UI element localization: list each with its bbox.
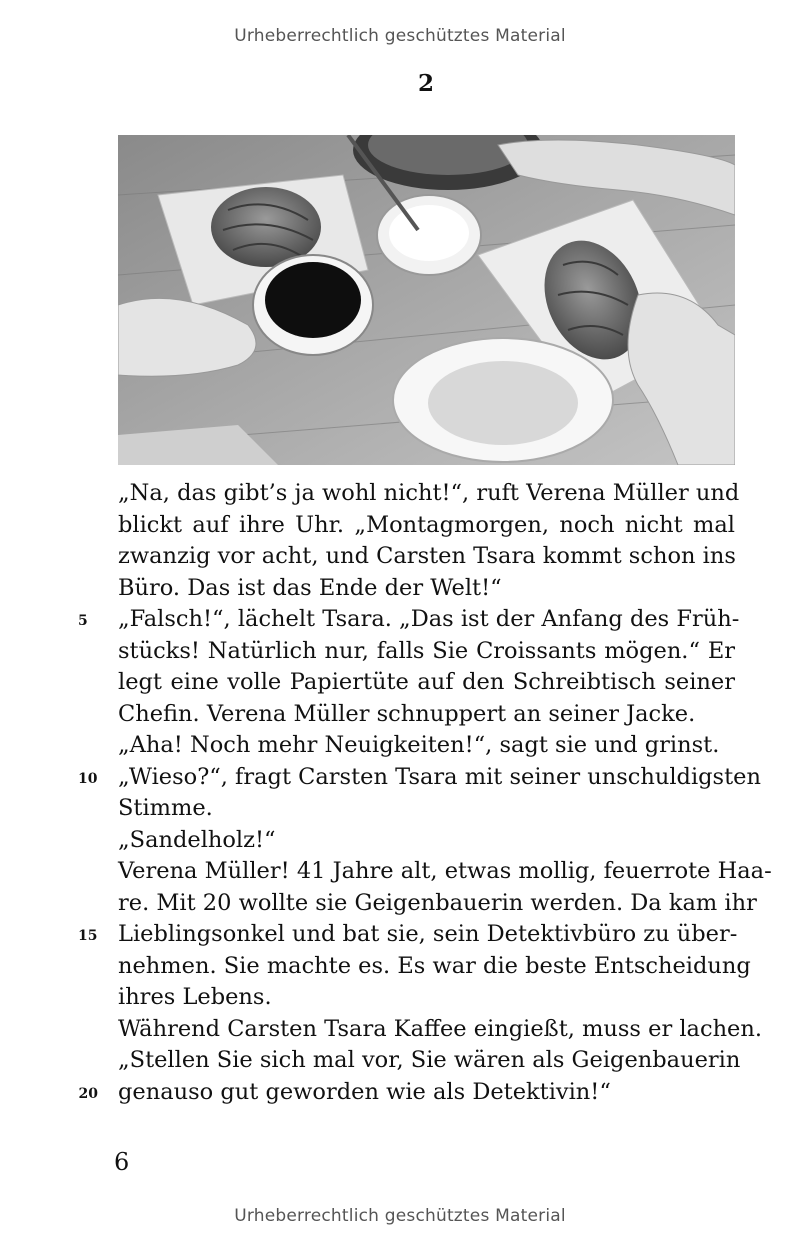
text-line-8: Chefin. Verena Müller schnuppert an seiner Jacke. — [118, 700, 696, 727]
text-line-14: re. Mit 20 wollte sie Geigenbauerin werden. Da kam ihr — [118, 889, 757, 916]
text-line-7: legt eine volle Papiertüte auf den Schreibtisch seiner — [118, 669, 735, 695]
text-line-6: stücks! Natürlich nur, falls Sie Croissants mögen.“ Er — [118, 637, 735, 664]
body-text — [78, 478, 772, 1108]
text-line-10: 10 „Wieso?“, fragt Carsten Tsara mit seiner unschuldigsten — [118, 762, 735, 794]
text-line-2: blickt auf ihre Uhr. „Montagmorgen, noch nicht mal — [118, 511, 735, 538]
breakfast-photo — [118, 135, 735, 465]
text-line-4: Büro. Das ist das Ende der Welt!“ — [118, 574, 502, 601]
text-line-15: 15 Lieblingsonkel und bat sie, sein Detektivbüro zu über- — [118, 919, 735, 951]
text-line-3: zwanzig vor acht, und Carsten Tsara kommt schon ins — [118, 543, 736, 569]
text-line-17: ihres Lebens. — [118, 984, 272, 1010]
photo-illustration — [118, 135, 735, 465]
watermark-top: Urheberrechtlich geschütztes Material — [234, 26, 566, 46]
line-number-15: 15 — [78, 928, 98, 944]
line-number-10: 10 — [78, 770, 98, 787]
page-number: 6 — [114, 1148, 130, 1176]
text-line-12: „Sandelholz!“ — [118, 826, 276, 853]
chapter-number: 2 — [417, 70, 434, 97]
text-line-13: Verena Müller! 41 Jahre alt, etwas mollig, feuerrote Haa- — [118, 858, 772, 884]
text-line-9: „Aha! Noch mehr Neuigkeiten!“, sagt sie und grinst. — [118, 732, 720, 758]
text-line-18: Während Carsten Tsara Kaffee eingießt, muss er lachen. — [118, 1015, 763, 1042]
text-line-5: 5 „Falsch!“, lächelt Tsara. „Das ist der Anfang des Früh- — [118, 604, 735, 636]
text-line-19: „Stellen Sie sich mal vor, Sie wären als Geigenbauerin — [118, 1047, 741, 1073]
text-line-11: Stimme. — [118, 795, 213, 821]
text-line-20: 20 genauso gut geworden wie als Detektivin!“ — [118, 1077, 735, 1109]
text-line-16: nehmen. Sie machte es. Es war die beste Entscheidung — [118, 952, 751, 979]
watermark-bottom: Urheberrechtlich geschütztes Material — [234, 1206, 566, 1226]
text-line-1: „Na, das gibt’s ja wohl nicht!“, ruft Verena Müller und — [118, 480, 740, 506]
line-number-20: 20 — [78, 1085, 98, 1102]
line-number-5: 5 — [78, 613, 88, 629]
